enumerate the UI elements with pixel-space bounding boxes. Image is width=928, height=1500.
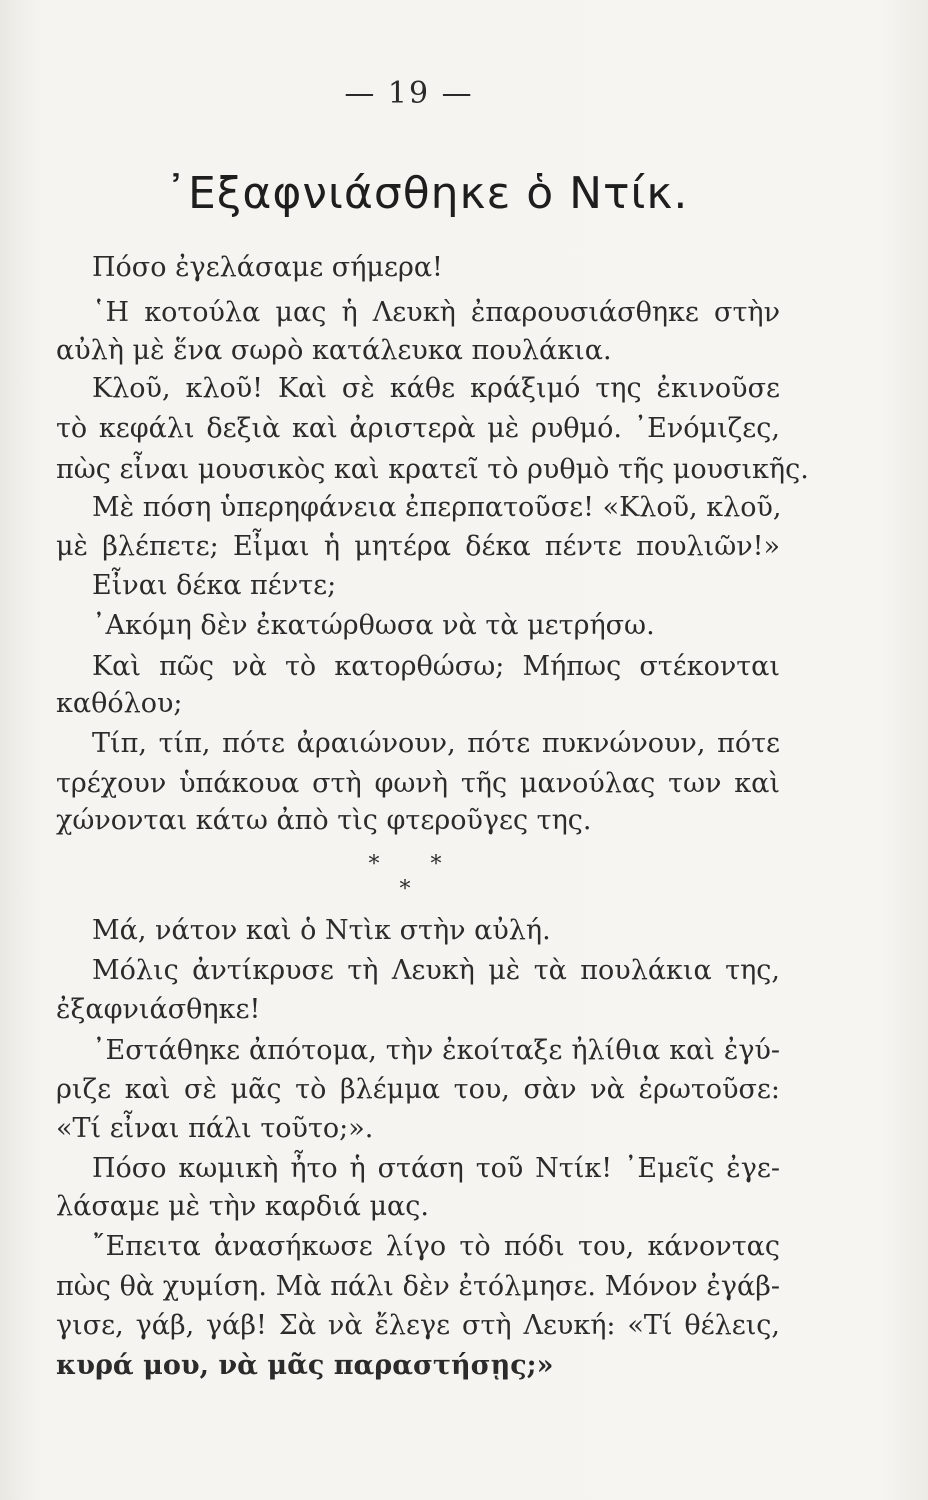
text-line: Τίπ, τίπ, πότε ἀραιώνουν, πότε πυκνώνουν, πότε (92, 728, 780, 759)
text-line: Μόλις ἀντίκρυσε τὴ Λευκὴ μὲ τὰ πουλάκια της, (92, 955, 780, 986)
page-number: — 19 — (344, 76, 474, 111)
text-line: ριζε καὶ σὲ μᾶς τὸ βλέμμα του, σὰν νὰ ἐρωτοῦσε: (56, 1074, 780, 1105)
text-line: ᾿Ακόμη δὲν ἐκατώρθωσα νὰ τὰ μετρήσω. (92, 610, 655, 641)
text-line: ῎Επειτα ἀνασήκωσε λίγο τὸ πόδι του, κάνοντας (92, 1231, 780, 1262)
text-line: Εἶναι δέκα πέντε; (92, 570, 337, 601)
text-line: μὲ βλέπετε; Εἶμαι ἡ μητέρα δέκα πέντε πουλιῶν!» (56, 531, 780, 562)
section-separator: * * * (368, 852, 464, 902)
text-line: Κλοῦ, κλοῦ! Καὶ σὲ κάθε κράξιμό της ἐκινοῦσε (92, 373, 780, 404)
text-line: χώνονται κάτω ἀπὸ τὶς φτεροῦγες της. (56, 805, 592, 836)
text-line: τρέχουν ὑπάκουα στὴ φωνὴ τῆς μανούλας των καὶ (56, 768, 780, 799)
text-line: ῾Η κοτούλα μας ἡ Λευκὴ ἐπαρουσιάσθηκε στὴν (92, 297, 780, 328)
text-line: «Τί εἶναι πάλι τοῦτο;». (56, 1113, 374, 1144)
text-line: Μὲ πόση ὑπερηφάνεια ἐπερπατοῦσε! «Κλοῦ, κλοῦ, (92, 492, 782, 523)
text-line: καθόλου; (56, 688, 183, 719)
text-line: Πόσο ἐγελάσαμε σήμερα! (92, 252, 443, 283)
text-line: γισε, γάβ, γάβ! Σὰ νὰ ἔλεγε στὴ Λευκή: «Τί θέλεις, (56, 1310, 780, 1341)
chapter-title: ᾿Εξαφνιάσθηκε ὁ Ντίκ. (165, 168, 689, 219)
text-line: Μά, νάτον καὶ ὁ Ντὶκ στὴν αὐλή. (92, 915, 551, 946)
text-line: αὐλὴ μὲ ἕνα σωρὸ κατάλευκα πουλάκια. (56, 335, 612, 366)
text-line: κυρά μου, νὰ μᾶς παραστήσῃς;» (56, 1350, 554, 1381)
text-line: Καὶ πῶς νὰ τὸ κατορθώσω; Μήπως στέκονται (92, 651, 780, 682)
text-line: λάσαμε μὲ τὴν καρδιά μας. (56, 1191, 429, 1222)
text-line: ᾿Εστάθηκε ἀπότομα, τὴν ἐκοίταξε ἠλίθια καὶ ἐγύ- (92, 1035, 780, 1066)
text-line: τὸ κεφάλι δεξιὰ καὶ ἀριστερὰ μὲ ρυθμό. ᾿Ενόμιζες, (56, 413, 780, 444)
text-line: πὼς θὰ χυμίση. Μὰ πάλι δὲν ἐτόλμησε. Μόνον ἐγάβ- (56, 1271, 780, 1302)
text-line: ἐξαφνιάσθηκε! (56, 994, 261, 1025)
text-line: Πόσο κωμικὴ ἦτο ἡ στάση τοῦ Ντίκ! ᾿Εμεῖς ἐγε- (92, 1153, 780, 1184)
text-line: πὼς εἶναι μουσικὸς καὶ κρατεῖ τὸ ρυθμὸ τῆς μουσικῆς. (56, 454, 809, 485)
